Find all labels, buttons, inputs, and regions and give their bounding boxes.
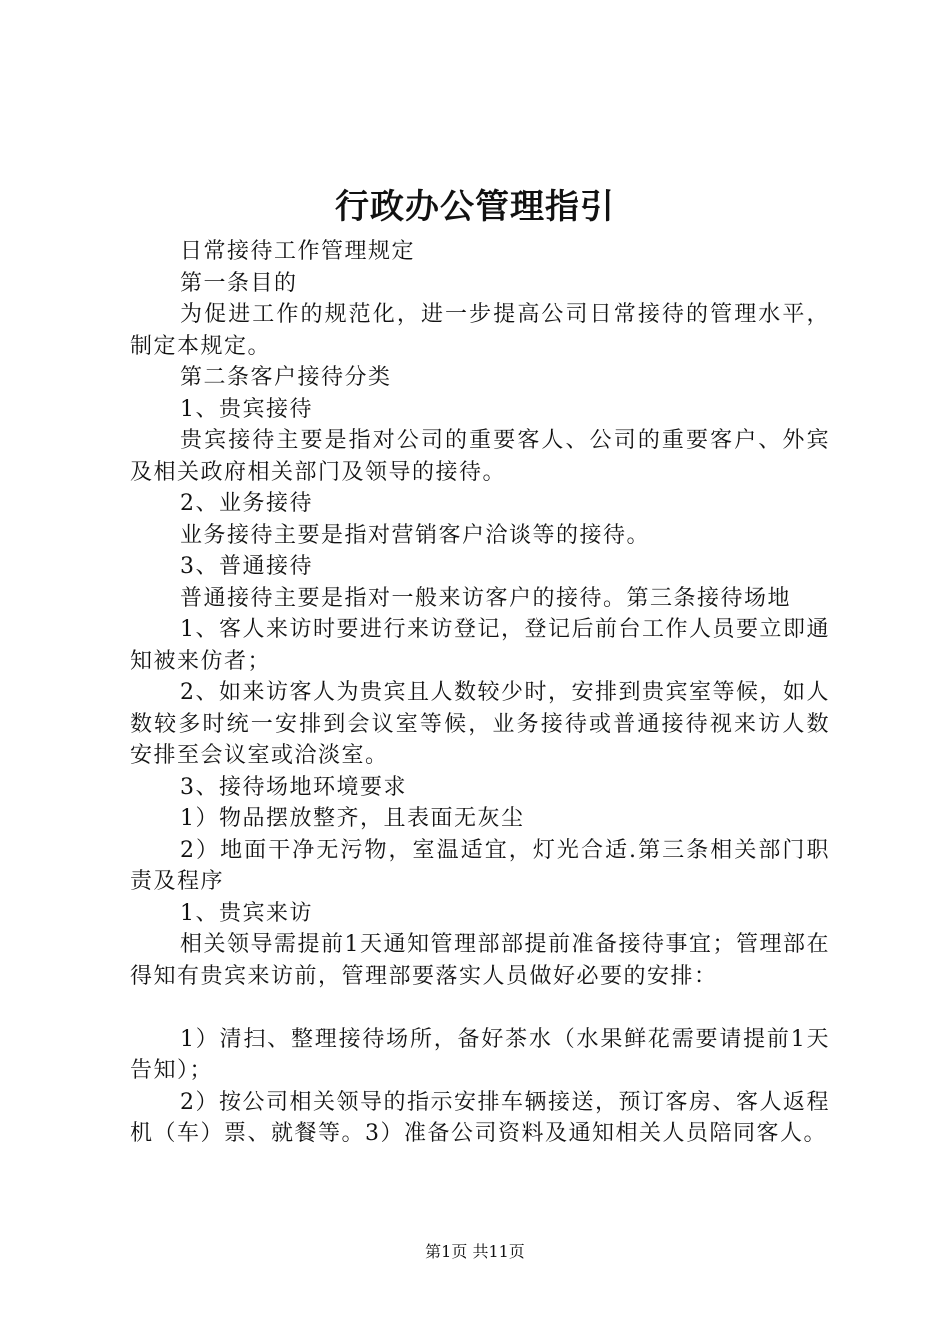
paragraph-environment-item-2: 2）地面干净无污物，室温适宜，灯光合适.第三条相关部门职责及程序: [130, 837, 830, 894]
paragraph-article-1-text: 为促进工作的规范化，进一步提高公司日常接待的管理水平，制定本规定。: [130, 302, 830, 359]
document-body: [130, 236, 830, 1150]
page-footer: 第1页 共11页: [425, 1242, 525, 1261]
paragraph-vip-visit-heading: 1、贵宾来访: [180, 900, 313, 926]
paragraph-vip-reception-heading: 1、贵宾接待: [180, 396, 313, 422]
paragraph-vip-visit-text: 相关领导需提前1天通知管理部部提前准备接待事宜；管理部在得知有贵宾来访前，管理部要落实人员做好必要的安排：: [130, 932, 830, 989]
paragraph-article-2-title: 第二条客户接待分类: [180, 365, 392, 390]
paragraph-business-reception-text: 业务接待主要是指对营销客户洽谈等的接待。: [180, 522, 651, 548]
paragraph-waiting-arrangement: 2、如来访客人为贵宾且人数较少时，安排到贵宾室等候，如人数较多时统一安排到会议室等候，业务接待或普通接待视来访人数安排至会议室或洽淡室。: [130, 680, 830, 768]
paragraph-preparation-item-1: 1）清扫、整理接待场所，备好茶水（水果鲜花需要请提前1天告知）；: [130, 1026, 830, 1083]
paragraph-environment-item-1: 1）物品摆放整齐，且表面无灰尘: [180, 806, 525, 831]
blank-line: [130, 992, 830, 1024]
paragraph-environment-heading: 3、接待场地环境要求: [180, 774, 407, 800]
document-title: 行政办公管理指引: [335, 187, 615, 227]
paragraph-visitor-registration: 1、客人来访时要进行来访登记，登记后前台工作人员要立即通知被来仿者；: [130, 617, 830, 674]
paragraph-business-reception-heading: 2、业务接待: [180, 491, 313, 516]
paragraph-preparation-item-2: 2）按公司相关领导的指示安排车辆接送，预订客房、客人返程机（车）票、就餐等。3）准备公司资料及通知相关人员陪同客人。: [130, 1089, 830, 1146]
paragraph-general-reception-heading: 3、普通接待: [180, 554, 313, 579]
paragraph-general-reception-text: 普通接待主要是指对一般来访客户的接待。第三条接待场地: [180, 585, 792, 611]
paragraph-section-heading: 日常接待工作管理规定: [180, 239, 416, 264]
paragraph-article-1-title: 第一条目的: [180, 270, 298, 296]
paragraph-vip-reception-text: 贵宾接待主要是指对公司的重要客人、公司的重要客户、外宾及相关政府相关部门及领导的接待。: [130, 428, 830, 485]
